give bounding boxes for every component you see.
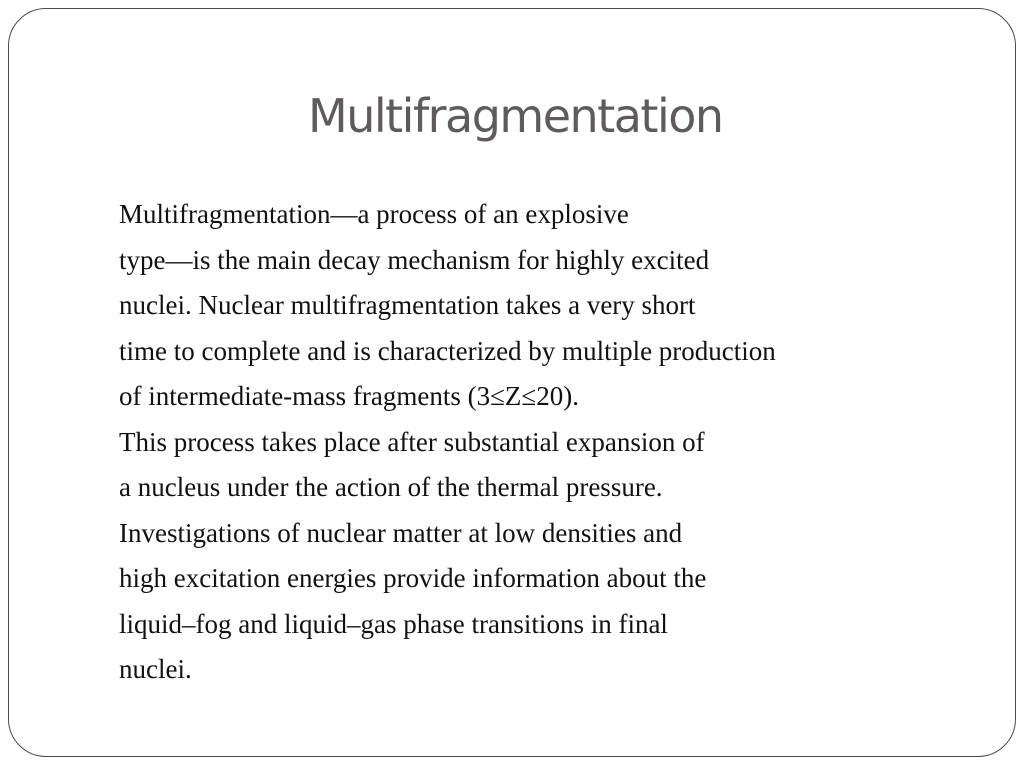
body-line: high excitation energies provide information about the [119,563,707,593]
body-line: Multifragmentation—a process of an explosive [119,199,629,229]
body-line: of intermediate-mass fragments (3≤Z≤20). [119,381,579,411]
body-line: nuclei. Nuclear multifragmentation takes a very short [119,290,696,320]
body-line: This process takes place after substantial expansion of [119,426,705,457]
body-line: type—is the main decay mechanism for highly excited [119,244,710,275]
slide-title: Multifragmentation [308,89,723,143]
slide-body [119,192,919,693]
body-line: time to complete and is characterized by multiple production [119,335,776,366]
body-line: liquid–fog and liquid–gas phase transitions in final [119,608,668,639]
body-line: Investigations of nuclear matter at low densities and [119,517,683,548]
body-line: nuclei. [119,654,192,684]
body-line: a nucleus under the action of the thermal pressure. [119,472,663,502]
